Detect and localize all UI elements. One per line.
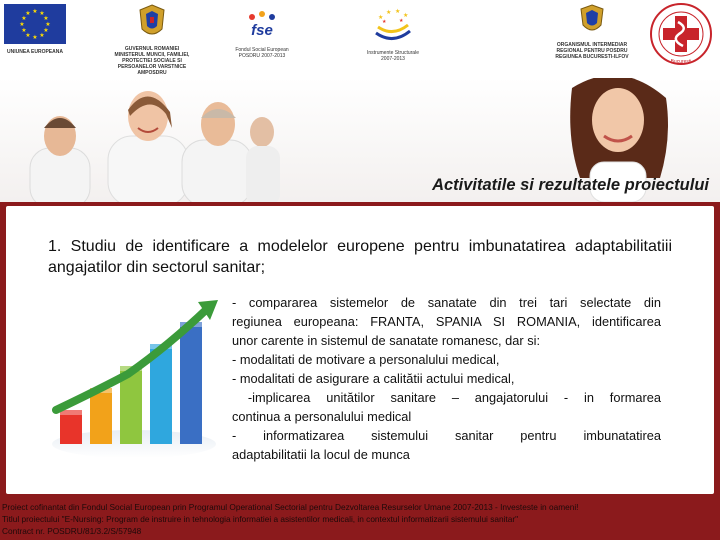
svg-text:★: ★ <box>386 9 392 16</box>
doctor-back-figure <box>246 117 280 202</box>
svg-text:★: ★ <box>43 27 49 34</box>
nurse-center-figure <box>108 91 188 202</box>
structural-instruments-logo <box>358 5 428 62</box>
red-cross-emblem-icon <box>645 2 717 66</box>
svg-text:★: ★ <box>382 19 387 25</box>
footer-project-title-line: Titlul proiectului "E-Nursing: Program de instruire in tehnologia informatiei a asistentilor medicali, in contextul informatizarii sistemului sanitar" <box>2 514 519 524</box>
eu-flag-logo <box>2 4 68 55</box>
svg-text:★: ★ <box>378 14 384 21</box>
eu-flag-icon <box>4 4 66 44</box>
section-heading: 1. Studiu de identificare a modelelor europene pentru imbunatatirea adaptabilitatiii angajatilor din sectorul sanitar; <box>48 238 672 276</box>
nurses-order-logo <box>644 2 718 71</box>
svg-text:★: ★ <box>39 10 45 17</box>
description-line: - modalitati de motivare a personalului medical, <box>232 352 500 367</box>
chart-bars <box>60 322 202 444</box>
structural-caption: Instrumente Structurale 2007-2013 <box>367 50 419 62</box>
fse-icon <box>240 8 284 42</box>
description-line: - compararea sistemelor de sanatate din trei tari selectate din <box>232 295 661 310</box>
description-line: continua a personalului medical <box>232 409 412 424</box>
fse-logo <box>222 8 302 59</box>
svg-text:★: ★ <box>403 12 409 19</box>
fse-brand-text: fse <box>251 22 273 39</box>
svg-text:★: ★ <box>45 21 51 28</box>
footer-contract-line: Contract nr. POSDRU/81/3.2/S/57948 <box>2 526 142 536</box>
regional-coat-of-arms-icon <box>579 3 605 37</box>
chart-bar <box>180 322 202 444</box>
svg-text:★: ★ <box>43 15 49 22</box>
fse-caption: Fondul Social European POSDRU 2007-2013 <box>235 47 289 59</box>
doctor-right-figure <box>182 102 252 202</box>
svg-text:★: ★ <box>39 32 45 39</box>
emblem-caption: Bucuresti <box>670 59 692 65</box>
description-line: regiunea europeana: FRANTA, SPANIA SI ROMANIA, identificarea <box>232 314 661 329</box>
footer <box>0 494 720 540</box>
tagline: Activitatile si rezultatele proiectului <box>432 176 709 194</box>
description-line: - informatizarea sistemului sanitar pentru imbunatatirea <box>232 428 661 443</box>
description-line: adaptabilitatii la locul de munca <box>232 447 410 462</box>
svg-text:★: ★ <box>395 8 401 15</box>
chart-bar <box>90 388 112 444</box>
chart-bar <box>60 410 82 444</box>
growth-chart-illustration <box>48 294 220 464</box>
svg-text:★: ★ <box>32 34 38 41</box>
footer-cofinancing-line: Proiect cofinantat din Fondul Social European prin Programul Operational Sectorial pentru Dezvoltarea Resurselor Umane 2007-2013 - Investeste in oameni! <box>2 502 579 512</box>
ministry-logo <box>108 3 196 76</box>
ministry-caption: GUVERNUL ROMANIEI MINISTERUL MUNCII, FAMILIEI, PROTECTIEI SOCIALE SI PERSOANELOR VARSTNICE AMPOSDRU <box>114 46 190 76</box>
oiposdru-caption: ORGANISMUL INTERMEDIAR REGIONAL PENTRU POSDRU REGIUNEA BUCURESTI-ILFOV <box>555 42 629 60</box>
oiposdru-logo <box>550 3 634 60</box>
svg-text:★: ★ <box>32 8 38 15</box>
doctor-left-figure <box>30 116 90 202</box>
eu-caption: UNIUNEA EUROPEANA <box>7 49 63 55</box>
description-line: - modalitati de asigurare a calitătii actului medical, <box>232 371 515 386</box>
svg-text:★: ★ <box>21 27 27 34</box>
coat-of-arms-icon <box>137 3 167 41</box>
svg-text:★: ★ <box>25 32 31 39</box>
svg-text:★: ★ <box>19 21 25 28</box>
stars-swirl-icon <box>370 5 416 45</box>
svg-text:★: ★ <box>399 18 404 24</box>
svg-text:★: ★ <box>21 15 27 22</box>
description-line: unor carente in sistemul de sanatate romanesc, dar si: <box>232 333 540 348</box>
logo-bar <box>0 0 720 79</box>
svg-text:★: ★ <box>25 10 31 17</box>
activity-description <box>232 293 661 464</box>
description-line: -implicarea unitătilor sanitare – angajatorului - in formarea <box>232 390 661 405</box>
